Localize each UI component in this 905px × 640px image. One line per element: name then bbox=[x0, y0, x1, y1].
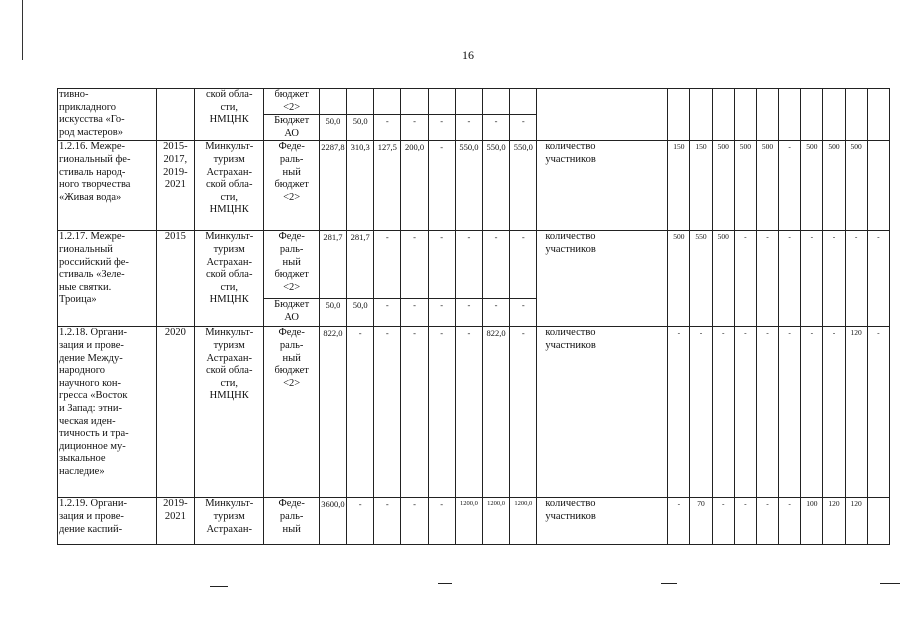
qty-1: - bbox=[668, 498, 690, 545]
funding-total: 822,0 bbox=[319, 327, 346, 498]
qty-5: - bbox=[756, 231, 778, 327]
funding-2016: 127,5 bbox=[374, 141, 401, 231]
funding-2019: 550,0 bbox=[455, 141, 482, 231]
funding-2016: - bbox=[374, 115, 401, 141]
funding-2018: - bbox=[428, 327, 455, 498]
scan-mark bbox=[880, 583, 900, 584]
qty-4: - bbox=[734, 327, 756, 498]
funding-2021: 550,0 bbox=[510, 141, 537, 231]
qty-7: - bbox=[801, 327, 823, 498]
scan-mark bbox=[438, 583, 452, 584]
qty-2: 70 bbox=[690, 498, 712, 545]
qty-2 bbox=[690, 89, 712, 141]
activity-name: тивно- прикладного искусства «Го- род мастеров» bbox=[58, 89, 157, 141]
funding-source: Феде- раль- ный бюджет <2> bbox=[264, 141, 319, 231]
qty-7: 100 bbox=[801, 498, 823, 545]
activity-name: 1.2.19. Органи- зация и прове- дение каспий- bbox=[58, 498, 157, 545]
qty-1: - bbox=[668, 327, 690, 498]
indicator-name bbox=[537, 89, 668, 141]
qty-3: - bbox=[712, 498, 734, 545]
qty-8: 500 bbox=[823, 141, 845, 231]
funding-2015: 310,3 bbox=[347, 141, 374, 231]
qty-10: - bbox=[867, 231, 889, 327]
funding-total: 50,0 bbox=[319, 299, 346, 327]
qty-5 bbox=[756, 89, 778, 141]
activity-period bbox=[156, 89, 194, 141]
activity-name: 1.2.16. Межре- гиональный фе- стиваль народ- ного творчества «Живая вода» bbox=[58, 141, 157, 231]
funding-2017 bbox=[401, 89, 428, 115]
funding-total bbox=[319, 89, 346, 115]
funding-2020 bbox=[482, 89, 509, 115]
funding-source: бюджет <2> bbox=[264, 89, 319, 115]
qty-6: - bbox=[779, 141, 801, 231]
qty-8: - bbox=[823, 231, 845, 327]
funding-2018: - bbox=[428, 115, 455, 141]
indicator-name: количество участников bbox=[537, 231, 668, 327]
table-row bbox=[58, 231, 890, 299]
funding-2015: 50,0 bbox=[347, 115, 374, 141]
funding-source: Бюджет АО bbox=[264, 299, 319, 327]
funding-2015: 281,7 bbox=[347, 231, 374, 299]
qty-6 bbox=[779, 89, 801, 141]
funding-2017: - bbox=[401, 327, 428, 498]
table-row bbox=[58, 327, 890, 498]
qty-9: 500 bbox=[845, 141, 867, 231]
funding-2018 bbox=[428, 89, 455, 115]
funding-source: Феде- раль- ный бюджет <2> bbox=[264, 327, 319, 498]
funding-2017: 200,0 bbox=[401, 141, 428, 231]
table-row bbox=[58, 89, 890, 115]
qty-10 bbox=[867, 89, 889, 141]
qty-9 bbox=[845, 89, 867, 141]
funding-total: 50,0 bbox=[319, 115, 346, 141]
funding-2016: - bbox=[374, 231, 401, 299]
scan-edge-artifact bbox=[0, 0, 23, 60]
qty-7 bbox=[801, 89, 823, 141]
indicator-name: количество участников bbox=[537, 327, 668, 498]
table-row bbox=[58, 141, 890, 231]
funding-total: 3600,0 bbox=[319, 498, 346, 545]
indicator-name: количество участников bbox=[537, 498, 668, 545]
qty-3: 500 bbox=[712, 231, 734, 327]
funding-2020: 550,0 bbox=[482, 141, 509, 231]
funding-2021 bbox=[510, 89, 537, 115]
qty-5: - bbox=[756, 498, 778, 545]
activity-period: 2015 bbox=[156, 231, 194, 327]
qty-4 bbox=[734, 89, 756, 141]
funding-2021: - bbox=[510, 299, 537, 327]
qty-4: - bbox=[734, 498, 756, 545]
qty-10 bbox=[867, 498, 889, 545]
funding-2015: - bbox=[347, 327, 374, 498]
funding-2018: - bbox=[428, 141, 455, 231]
funding-2020: - bbox=[482, 299, 509, 327]
funding-2021: - bbox=[510, 327, 537, 498]
activity-executor: Минкульт- туризм Астрахан- ской обла- сти, НМЦНК bbox=[194, 231, 264, 327]
funding-2015 bbox=[347, 89, 374, 115]
funding-2018: - bbox=[428, 498, 455, 545]
activity-executor: Минкульт- туризм Астрахан- bbox=[194, 498, 264, 545]
qty-2: 550 bbox=[690, 231, 712, 327]
qty-6: - bbox=[779, 231, 801, 327]
funding-2015: - bbox=[347, 498, 374, 545]
qty-7: 500 bbox=[801, 141, 823, 231]
activity-name: 1.2.18. Органи- зация и прове- дение Между- народного научного кон- гресса «Восток и Запад: этни- ческая иден- тичность и тра- диционное му- зыкальное наследие» bbox=[58, 327, 157, 498]
qty-1: 500 bbox=[668, 231, 690, 327]
activity-executor: ской обла- сти, НМЦНК bbox=[194, 89, 264, 141]
funding-2020: 822,0 bbox=[482, 327, 509, 498]
qty-1 bbox=[668, 89, 690, 141]
qty-6: - bbox=[779, 327, 801, 498]
qty-3 bbox=[712, 89, 734, 141]
funding-2017: - bbox=[401, 115, 428, 141]
funding-source: Феде- раль- ный бюджет <2> bbox=[264, 231, 319, 299]
qty-3: 500 bbox=[712, 141, 734, 231]
qty-10 bbox=[867, 141, 889, 231]
funding-2019: 1200,0 bbox=[455, 498, 482, 545]
program-table bbox=[57, 88, 890, 545]
funding-source: Бюджет АО bbox=[264, 115, 319, 141]
indicator-name: количество участников bbox=[537, 141, 668, 231]
funding-2016 bbox=[374, 89, 401, 115]
qty-8: 120 bbox=[823, 498, 845, 545]
activity-period: 2015- 2017, 2019- 2021 bbox=[156, 141, 194, 231]
activity-period: 2019- 2021 bbox=[156, 498, 194, 545]
qty-6: - bbox=[779, 498, 801, 545]
activity-name: 1.2.17. Межре- гиональный российский фе- стиваль «Зеле- ные святки. Троица» bbox=[58, 231, 157, 327]
funding-source: Феде- раль- ный bbox=[264, 498, 319, 545]
qty-8 bbox=[823, 89, 845, 141]
scan-mark bbox=[210, 586, 228, 587]
funding-2018: - bbox=[428, 231, 455, 299]
funding-2016: - bbox=[374, 299, 401, 327]
activity-period: 2020 bbox=[156, 327, 194, 498]
qty-10: - bbox=[867, 327, 889, 498]
funding-2015: 50,0 bbox=[347, 299, 374, 327]
qty-2: 150 bbox=[690, 141, 712, 231]
table-row bbox=[58, 498, 890, 545]
activity-executor: Минкульт- туризм Астрахан- ской обла- сти, НМЦНК bbox=[194, 141, 264, 231]
qty-5: - bbox=[756, 327, 778, 498]
funding-2016: - bbox=[374, 498, 401, 545]
scan-mark bbox=[661, 583, 677, 584]
qty-4: 500 bbox=[734, 141, 756, 231]
funding-2021: - bbox=[510, 231, 537, 299]
funding-2016: - bbox=[374, 327, 401, 498]
funding-2017: - bbox=[401, 231, 428, 299]
qty-3: - bbox=[712, 327, 734, 498]
qty-8: - bbox=[823, 327, 845, 498]
funding-2021: 1200,0 bbox=[510, 498, 537, 545]
qty-9: - bbox=[845, 231, 867, 327]
qty-1: 150 bbox=[668, 141, 690, 231]
funding-total: 281,7 bbox=[319, 231, 346, 299]
funding-2021: - bbox=[510, 115, 537, 141]
qty-9: 120 bbox=[845, 498, 867, 545]
funding-2020: 1200,0 bbox=[482, 498, 509, 545]
qty-7: - bbox=[801, 231, 823, 327]
funding-2020: - bbox=[482, 115, 509, 141]
funding-total: 2287,8 bbox=[319, 141, 346, 231]
funding-2018: - bbox=[428, 299, 455, 327]
funding-2019: - bbox=[455, 231, 482, 299]
page-number: 16 bbox=[462, 48, 474, 62]
funding-2019: - bbox=[455, 115, 482, 141]
funding-2019: - bbox=[455, 299, 482, 327]
qty-2: - bbox=[690, 327, 712, 498]
qty-4: - bbox=[734, 231, 756, 327]
activity-executor: Минкульт- туризм Астрахан- ской обла- сти, НМЦНК bbox=[194, 327, 264, 498]
funding-2020: - bbox=[482, 231, 509, 299]
funding-2019: - bbox=[455, 327, 482, 498]
qty-5: 500 bbox=[756, 141, 778, 231]
qty-9: 120 bbox=[845, 327, 867, 498]
funding-2017: - bbox=[401, 299, 428, 327]
funding-2019 bbox=[455, 89, 482, 115]
funding-2017: - bbox=[401, 498, 428, 545]
